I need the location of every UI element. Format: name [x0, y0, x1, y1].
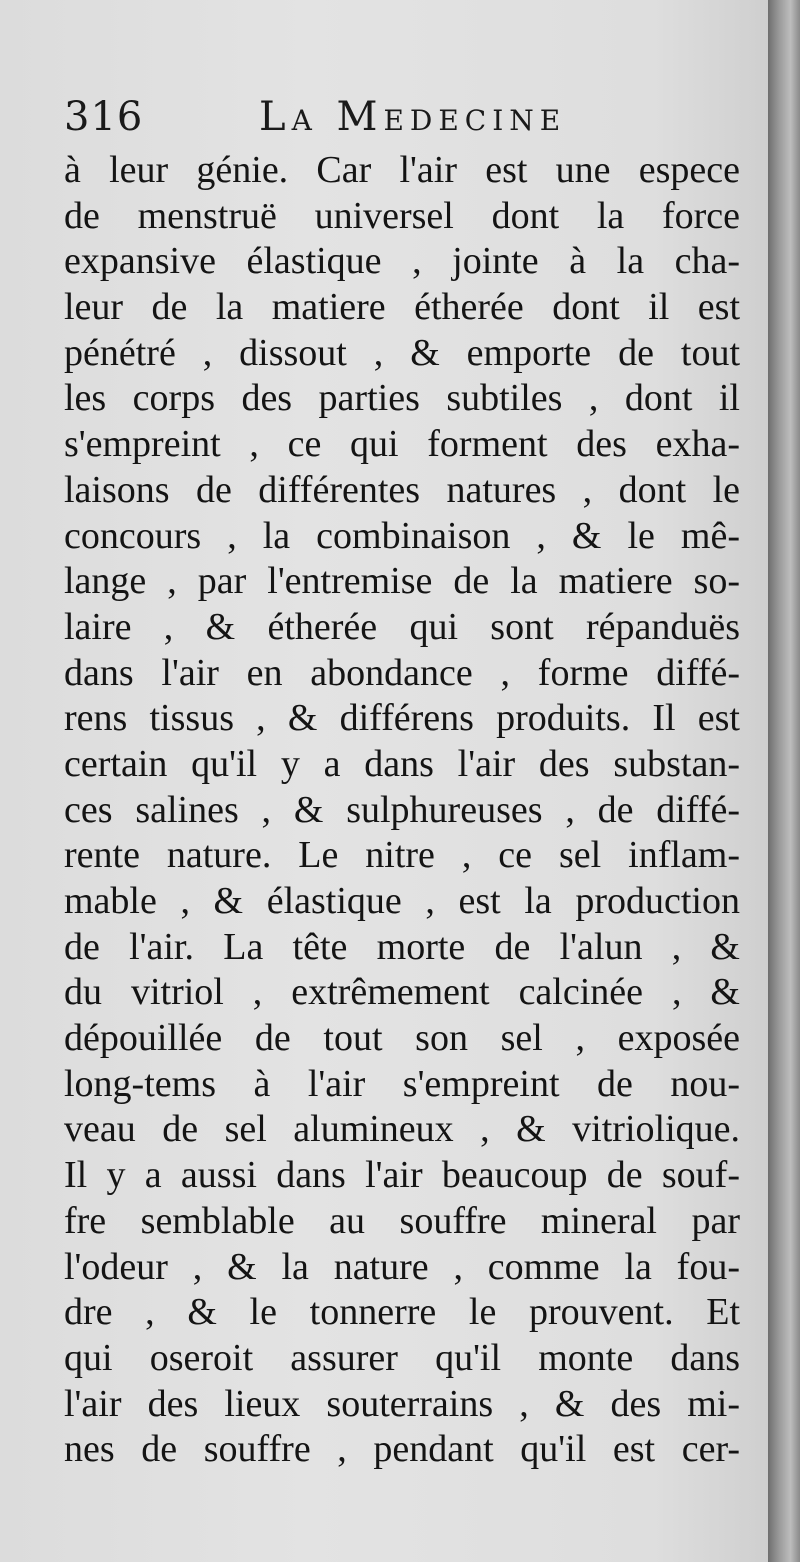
- text-line: long-tems à l'air s'empreint de nou-: [64, 1062, 740, 1105]
- text-line: ces salines , & sulphureuses , de diffé-: [64, 788, 740, 831]
- text-line: dépouillée de tout son sel , exposée: [64, 1017, 740, 1060]
- text-line: certain qu'il y a dans l'air des substan-: [64, 742, 740, 785]
- text-line: à leur génie. Car l'air est une espece: [64, 149, 740, 191]
- text-line: les corps des parties subtiles , dont il: [64, 377, 740, 420]
- text-line: laisons de différentes natures , dont le: [64, 468, 740, 511]
- text-line: nes de souffre , pendant qu'il est cer-: [64, 1428, 740, 1471]
- text-line: mable , & élastique , est la production: [64, 880, 740, 922]
- text-line: dre , & le tonnerre le prouvent. Et: [64, 1291, 740, 1334]
- text-line: expansive élastique , jointe à la cha-: [64, 240, 740, 283]
- text-line: du vitriol , extrêmement calcinée , &: [64, 971, 740, 1014]
- text-line: leur de la matiere étherée dont il est: [64, 286, 740, 329]
- text-line: veau de sel alumineux , & vitriolique.: [64, 1108, 740, 1151]
- running-title: La Medecine: [259, 94, 567, 140]
- text-line: qui oseroit assurer qu'il monte dans: [64, 1336, 740, 1379]
- text-line: de menstruë universel dont la force: [64, 194, 740, 237]
- text-line: de l'air. La tête morte de l'alun , &: [64, 925, 740, 968]
- text-line: concours , la combinaison , & le mê-: [64, 514, 740, 557]
- text-line: pénétré , dissout , & emporte de tout: [64, 331, 740, 374]
- text-line: laire , & étherée qui sont répanduës: [64, 605, 740, 648]
- page-header: [64, 88, 744, 144]
- text-line: rente nature. Le nitre , ce sel inflam-: [64, 834, 740, 877]
- text-line: s'empreint , ce qui forment des exha-: [64, 423, 740, 466]
- text-line: Il y a aussi dans l'air beaucoup de souf-: [64, 1154, 740, 1197]
- text-line: dans l'air en abondance , forme diffé-: [64, 651, 740, 694]
- text-line: l'odeur , & la nature , comme la fou-: [64, 1245, 740, 1288]
- text-line: l'air des lieux souterrains , & des mi-: [64, 1382, 740, 1425]
- text-line: rens tissus , & différens produits. Il est: [64, 697, 740, 740]
- page-number: 316: [64, 94, 144, 140]
- body-text: [64, 148, 740, 1473]
- book-page-edge: [768, 0, 800, 1562]
- text-line: lange , par l'entremise de la matiere so-: [64, 560, 740, 603]
- text-line: fre semblable au souffre mineral par: [64, 1199, 740, 1242]
